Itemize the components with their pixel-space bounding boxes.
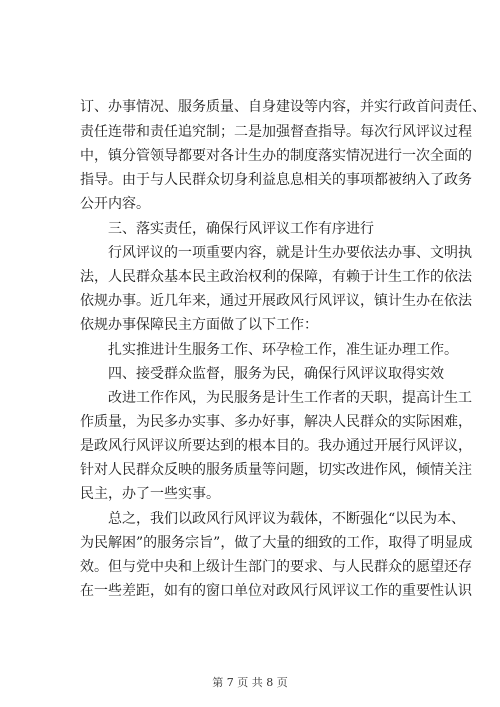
- text-line: 四、接受群众监督，服务为民，确保行风评议取得实效: [108, 366, 444, 382]
- text-line: 法，人民群众基本民主政治权利的保障，有赖于计生工作的依法: [80, 269, 472, 285]
- text-line: 依规办事。近几年来，通过开展政风行风评议，镇计生办在依法: [80, 293, 472, 309]
- text-line: 总之，我们以政风行风评议为载体，不断强化“以民为本、: [108, 511, 466, 527]
- text-line: 作质量，为民多办实事、多办好事，解决人民群众的实际困难，: [80, 414, 472, 430]
- text-line: 扎实推进计生服务工作、环孕检工作，准生证办理工作。: [108, 342, 458, 358]
- text-line: 效。但与党中央和上级计生部门的要求、与人民群众的愿望还存: [80, 559, 472, 575]
- text-line: 民主，办了一些实事。: [80, 486, 220, 502]
- text-line: 责任连带和责任追究制；二是加强督查指导。每次行风评议过程: [80, 124, 472, 140]
- text-line: 依规办事保障民主方面做了以下工作：: [80, 317, 318, 333]
- text-line: 在一些差距，如有的窗口单位对政风行风评议工作的重要性认识: [80, 583, 472, 599]
- text-line: 行风评议的一项重要内容，就是计生办要依法办事、文明执: [108, 245, 472, 261]
- text-line: 订、办事情况、服务质量、自身建设等内容，并实行政首问责任、: [80, 99, 486, 115]
- text-line: 三、落实责任，确保行风评议工作有序进行: [108, 221, 374, 237]
- page-footer: 第 7 页 共 8 页: [212, 676, 288, 689]
- text-line: 指导。由于与人民群众切身利益息息相关的事项都被纳入了政务: [80, 172, 472, 188]
- text-line: 是政风行风评议所要达到的根本目的。我办通过开展行风评议，: [80, 438, 472, 454]
- text-line: 为民解困”的服务宗旨”，做了大量的细致的工作，取得了明显成: [80, 535, 473, 551]
- text-line: 公开内容。: [80, 196, 150, 212]
- text-line: 针对人民群众反映的服务质量等问题，切实改进作风，倾情关注: [80, 462, 472, 478]
- text-line: 改进工作作风，为民服务是计生工作者的天职，提高计生工: [108, 390, 472, 406]
- text-line: 中，镇分管领导都要对各计生办的制度落实情况进行一次全面的: [80, 148, 472, 164]
